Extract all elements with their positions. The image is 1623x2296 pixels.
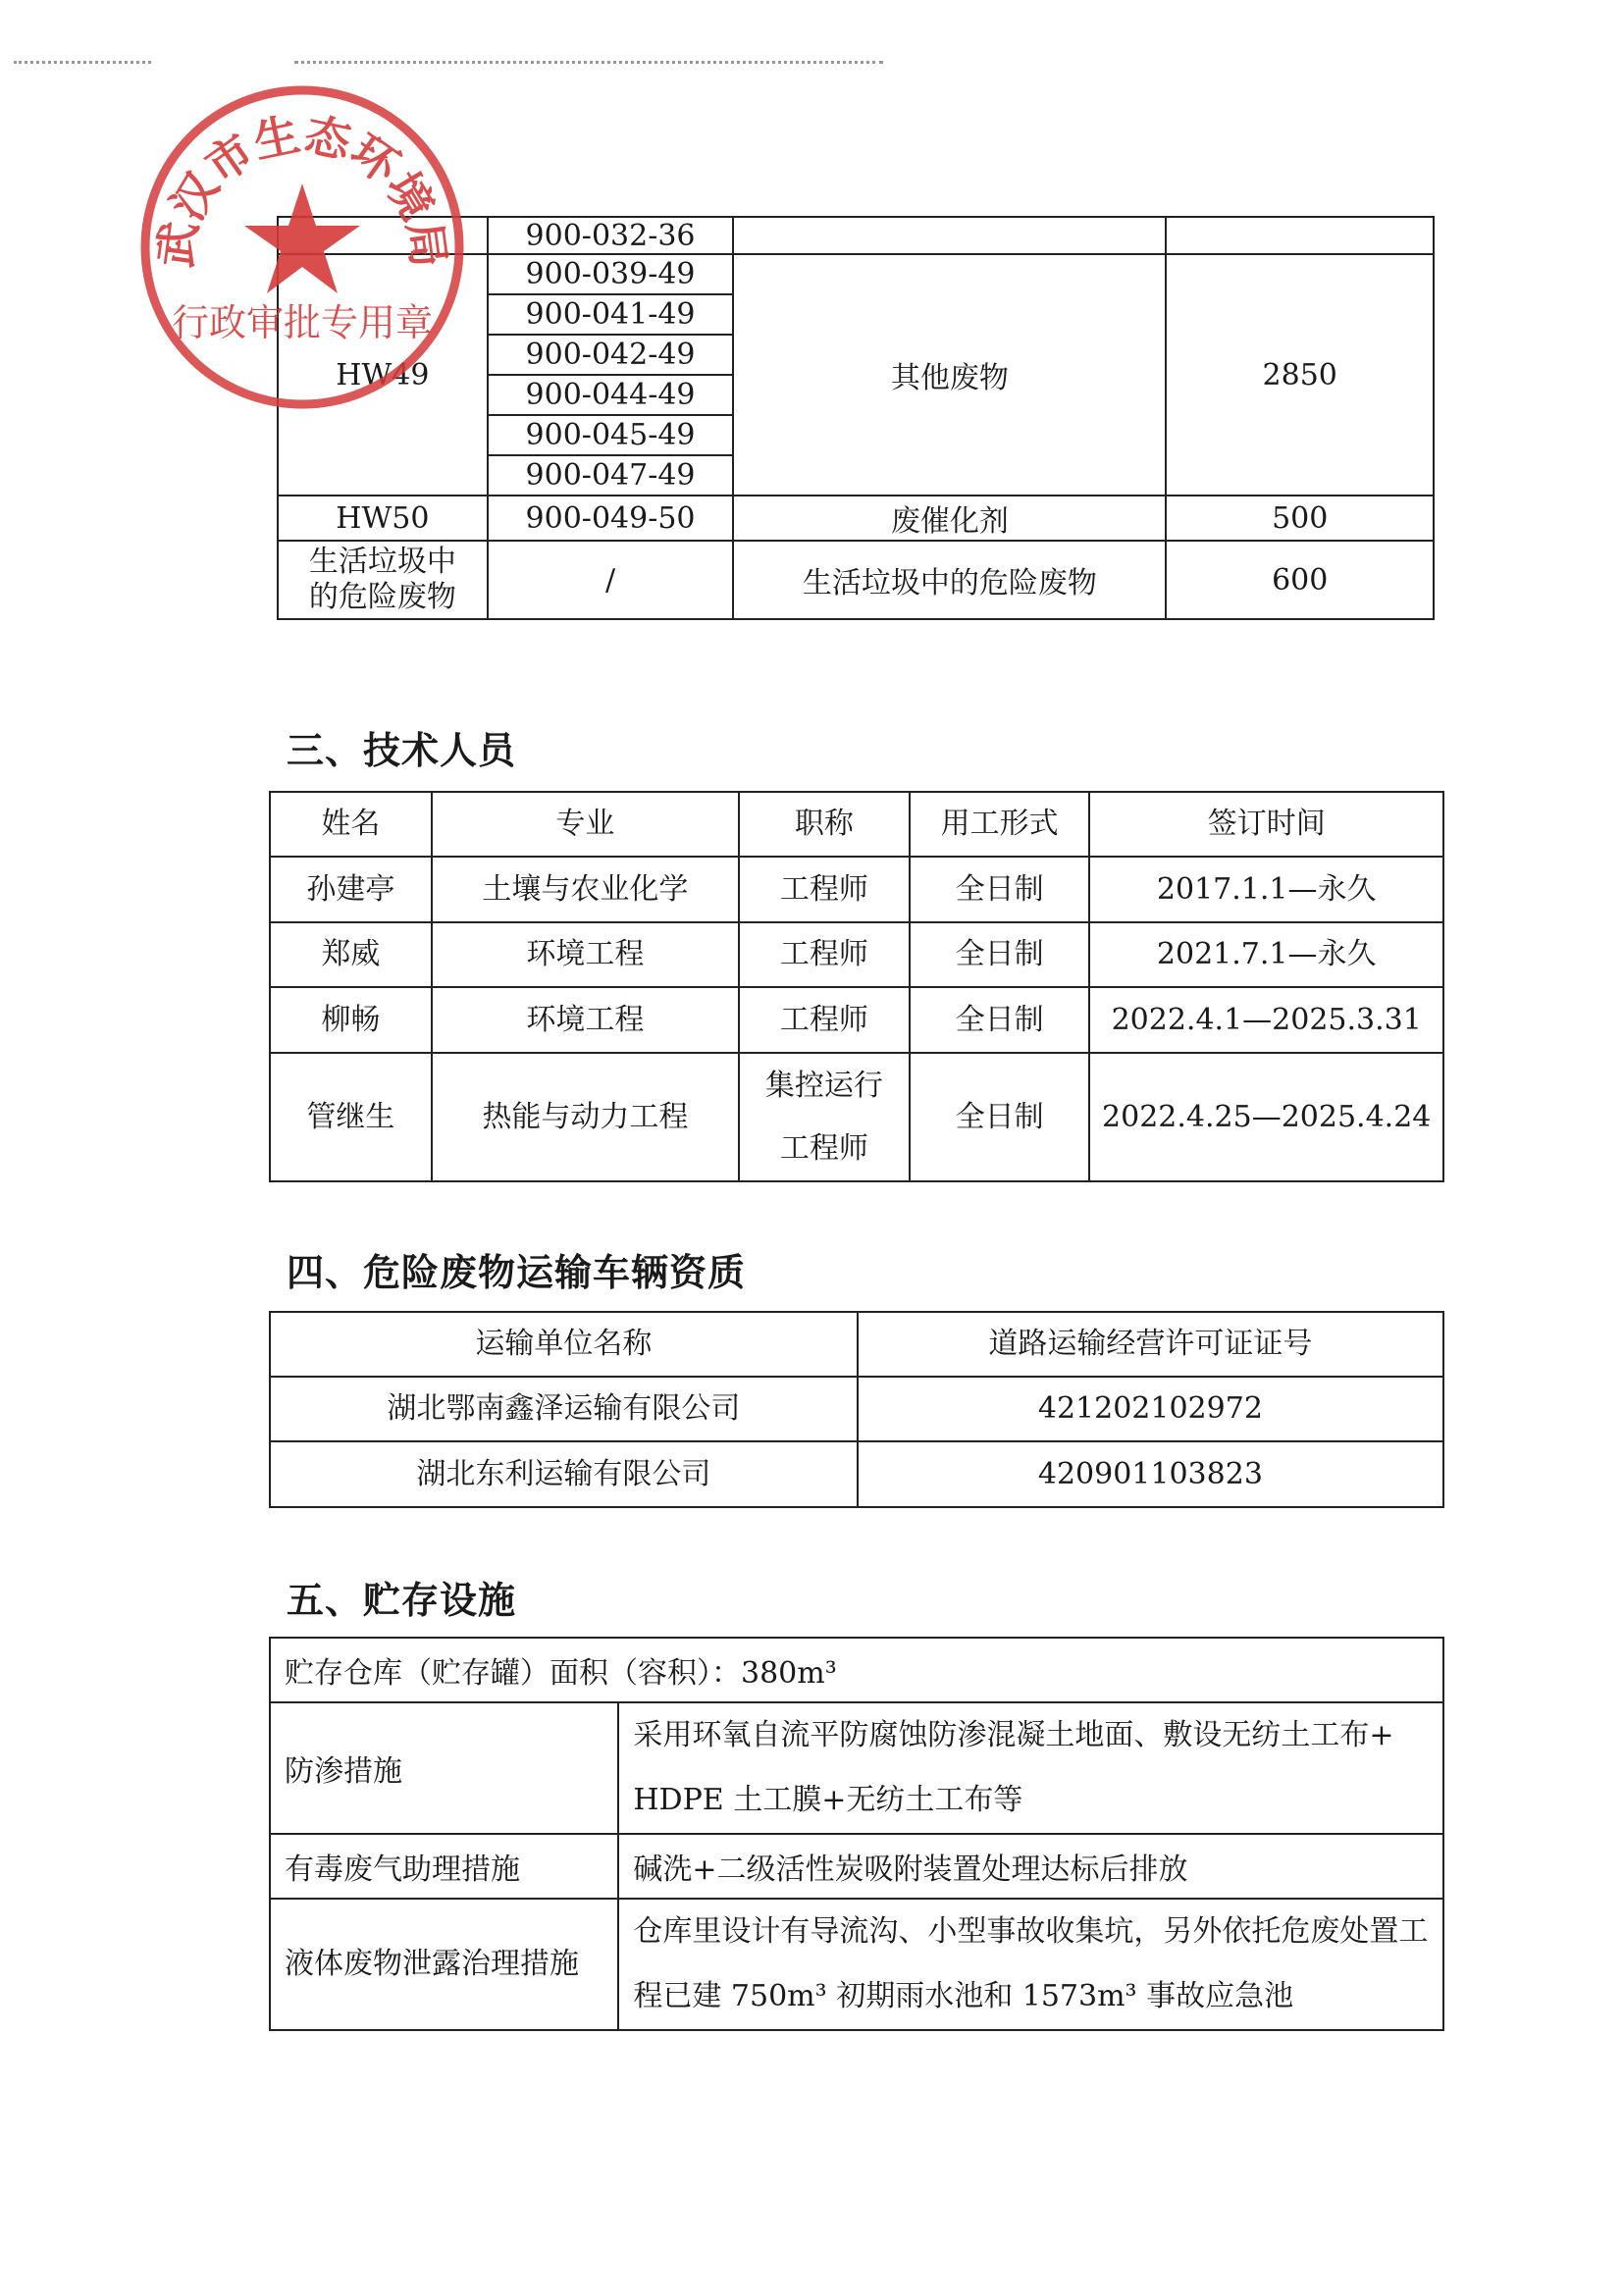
employment-cell: 全日制 — [910, 1053, 1090, 1181]
employment-cell: 全日制 — [910, 987, 1090, 1053]
header-cell: 道路运输经营许可证证号 — [858, 1312, 1443, 1377]
employment-cell: 全日制 — [910, 922, 1090, 987]
star-icon — [244, 183, 360, 293]
code-cell: 900-039-49 — [488, 254, 734, 294]
measure-value: 采用环氧自流平防腐蚀防渗混凝土地面、敷设无纺土工布+ HDPE 土工膜+无纺土工布等 — [618, 1702, 1443, 1834]
header-cell: 专业 — [432, 792, 739, 857]
title-cell: 工程师 — [739, 987, 910, 1053]
section-5-title: 五、贮存设施 — [287, 1578, 517, 1622]
amount-cell-empty — [1166, 217, 1434, 254]
measure-label: 液体废物泄露治理措施 — [270, 1899, 618, 2030]
code-cell: 900-042-49 — [488, 335, 734, 375]
section-3-title: 三、技术人员 — [287, 728, 517, 772]
storage-area-cell: 贮存仓库（贮存罐）面积（容积）：380m³ — [270, 1638, 1443, 1702]
table-row — [270, 1053, 1443, 1181]
code-cell: 900-049-50 — [488, 496, 734, 541]
waste-name-cell: 废催化剂 — [733, 496, 1166, 541]
scan-noise — [294, 61, 883, 78]
major-cell: 环境工程 — [432, 922, 739, 987]
staff-table — [269, 791, 1444, 1182]
major-cell: 土壤与农业化学 — [432, 857, 739, 922]
measure-label: 防渗措施 — [270, 1702, 618, 1834]
table-row — [270, 857, 1443, 922]
table-row — [270, 1441, 1443, 1507]
name-cell: 郑威 — [270, 922, 432, 987]
table-row — [270, 922, 1443, 987]
major-cell: 热能与动力工程 — [432, 1053, 739, 1181]
code-cell: 900-032-36 — [488, 217, 734, 254]
measure-value: 仓库里设计有导流沟、小型事故收集坑，另外依托危废处置工程已建 750m³ 初期雨水池和 1573m³ 事故应急池 — [618, 1899, 1443, 2030]
seal-text-top: 武汉市生态环境局 — [148, 107, 456, 271]
table-row — [270, 1899, 1443, 2030]
title-cell: 集控运行工程师 — [739, 1053, 910, 1181]
license-cell: 420901103823 — [858, 1441, 1443, 1507]
code-cell: 900-041-49 — [488, 294, 734, 335]
name-cell-empty — [733, 217, 1166, 254]
official-seal-stamp — [135, 80, 469, 414]
title-cell: 工程师 — [739, 922, 910, 987]
code-cell: 900-047-49 — [488, 455, 734, 496]
company-cell: 湖北鄂南鑫泽运输有限公司 — [270, 1377, 858, 1441]
waste-name-cell: 其他废物 — [733, 254, 1166, 496]
seal-text-bottom: 行政审批专用章 — [171, 301, 434, 344]
employment-cell: 全日制 — [910, 857, 1090, 922]
company-cell: 湖北东利运输有限公司 — [270, 1441, 858, 1507]
header-cell: 姓名 — [270, 792, 432, 857]
waste-name-cell: 生活垃圾中的危险废物 — [733, 541, 1166, 619]
name-cell: 柳畅 — [270, 987, 432, 1053]
measure-value: 碱洗+二级活性炭吸附装置处理达标后排放 — [618, 1834, 1443, 1899]
code-cell: 900-044-49 — [488, 375, 734, 415]
table-row — [270, 1377, 1443, 1441]
code-cell: 900-045-49 — [488, 415, 734, 455]
category-cell: 生活垃圾中的危险废物 — [278, 541, 488, 619]
amount-cell: 2850 — [1166, 254, 1434, 496]
header-cell: 签订时间 — [1089, 792, 1443, 857]
header-cell: 用工形式 — [910, 792, 1090, 857]
table-row — [270, 987, 1443, 1053]
license-cell: 421202102972 — [858, 1377, 1443, 1441]
category-cell: HW49 — [278, 254, 488, 496]
table-row — [270, 1834, 1443, 1899]
category-cell: HW50 — [278, 496, 488, 541]
contract-period-cell: 2017.1.1—永久 — [1089, 857, 1443, 922]
amount-cell: 500 — [1166, 496, 1434, 541]
contract-period-cell: 2021.7.1—永久 — [1089, 922, 1443, 987]
name-cell: 管继生 — [270, 1053, 432, 1181]
code-cell: / — [488, 541, 734, 619]
contract-period-cell: 2022.4.1—2025.3.31 — [1089, 987, 1443, 1053]
name-cell: 孙建亭 — [270, 857, 432, 922]
scan-noise — [14, 61, 151, 78]
major-cell: 环境工程 — [432, 987, 739, 1053]
storage-table — [269, 1637, 1444, 2031]
amount-cell: 600 — [1166, 541, 1434, 619]
header-cell: 运输单位名称 — [270, 1312, 858, 1377]
measure-label: 有毒废气助理措施 — [270, 1834, 618, 1899]
title-cell: 工程师 — [739, 857, 910, 922]
table-row — [270, 1702, 1443, 1834]
header-cell: 职称 — [739, 792, 910, 857]
section-4-title: 四、危险废物运输车辆资质 — [287, 1250, 747, 1294]
contract-period-cell: 2022.4.25—2025.4.24 — [1089, 1053, 1443, 1181]
transport-table — [269, 1311, 1444, 1508]
